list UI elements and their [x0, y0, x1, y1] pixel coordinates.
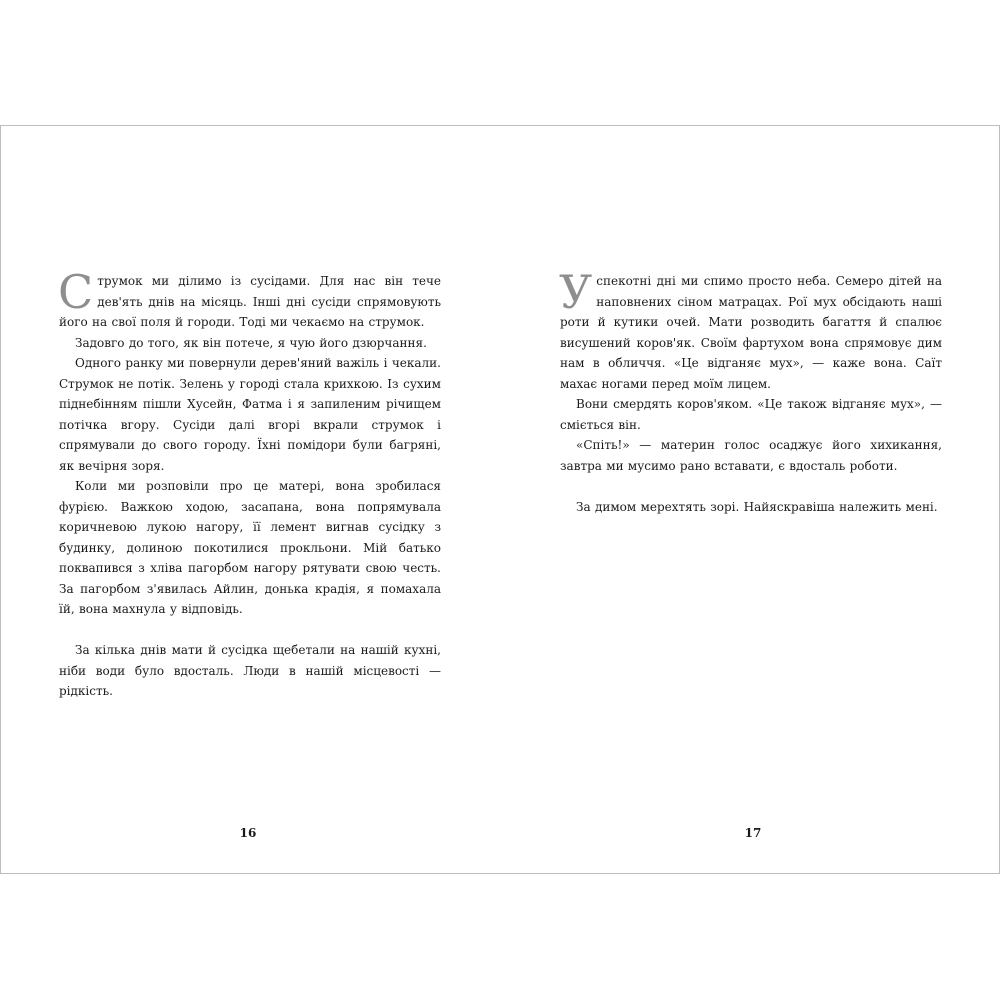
- left-paragraph-1: [58, 265, 441, 333]
- left-paragraph-4: Коли ми розповіли про це матері, вона зробилася фурією. Важкою ходою, засапана, вона попрямувала коричневою лукою нагору, її лемент вигнав сусідку з будинку, долиною покотилися прокльони. Мій батько поквапився з хліва пагорбом нагору рятувати свою честь. За пагорбом з'явилась Айлин, донька крадія, я помахала їй, вона махнула у відповідь.: [59, 479, 441, 616]
- left-paragraph-1-text: трумок ми ділимо із сусідами. Для нас він тече дев'ять днів на місяць. Інші дні сусіди спрямовують його на свої поля й городи. Тоді ми чекаємо на струмок.: [59, 274, 441, 329]
- left-page-text: [58, 265, 441, 702]
- left-page-number: 16: [239, 826, 257, 840]
- right-paragraph-1-text: спекотні дні ми спимо просто неба. Семеро дітей на наповнених сіном матрацах. Рої мух обсідають наші роти й кутики очей. Мати розводить багаття й спалює висушений коров'як. Своїм фартухом вона спрямовує дим нам в обличчя. «Це відганяє мух», — каже вона. Саїт махає ногами перед моїм лицем.: [560, 274, 942, 391]
- left-paragraph-3: Одного ранку ми повернули дерев'яний важіль і чекали. Струмок не потік. Зелень у городі стала крихкою. Із сухим піднебінням пішли Хусейн, Фатма і я запиленим річищем потічка вгору. Сусіди далі вгорі вкрали струмок і спрямували до свого городу. Їхні помідори були багряні, як вечірня зоря.: [59, 356, 441, 473]
- right-page-number: 17: [744, 826, 762, 840]
- right-paragraph-2: Вони смердять коров'яком. «Це також відганяє мух», — сміється він.: [560, 397, 942, 432]
- left-paragraph-5: За кілька днів мати й сусідка щебетали на нашій кухні, ніби води було вдосталь. Люди в нашій місцевості — рідкість.: [59, 643, 441, 698]
- right-page-text: [559, 265, 942, 517]
- right-paragraph-4: За димом мерехтять зорі. Найяскравіша належить мені.: [576, 499, 938, 514]
- right-paragraph-1: [559, 265, 942, 394]
- left-paragraph-2: Задовго до того, як він потече, я чую його дзюрчання.: [75, 335, 427, 350]
- left-dropcap: С: [58, 265, 94, 319]
- left-page: [1, 126, 500, 873]
- book-spread: [0, 125, 1000, 874]
- right-dropcap: У: [559, 265, 593, 319]
- right-page: [500, 126, 999, 873]
- right-paragraph-3: «Спіть!» — материн голос осаджує його хихикання, завтра ми мусимо рано вставати, є вдосталь роботи.: [560, 438, 942, 473]
